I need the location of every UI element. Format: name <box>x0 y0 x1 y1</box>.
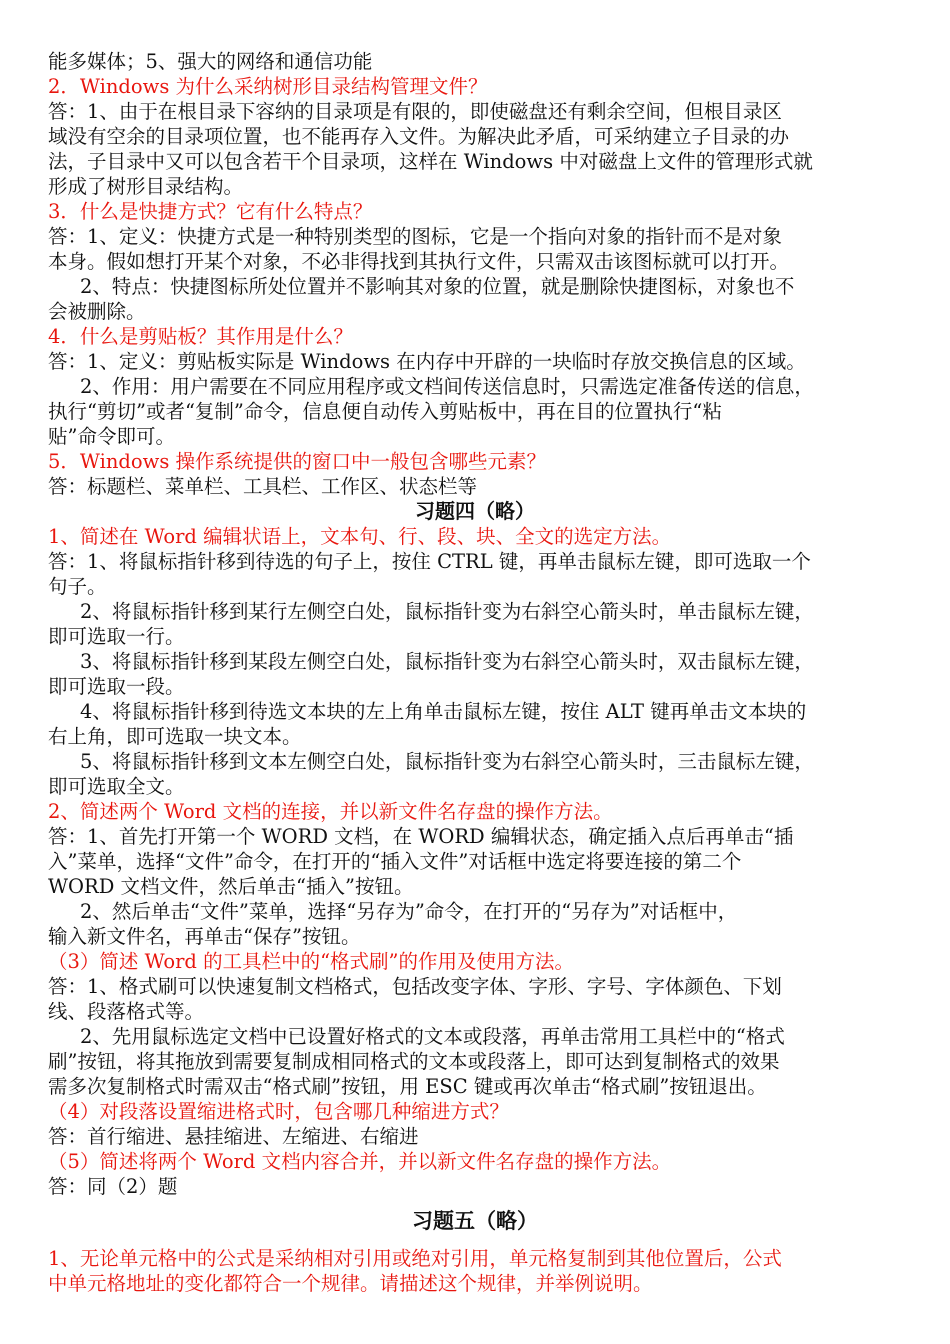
text-line: 刷”按钮，将其拖放到需要复制成相同格式的文本或段落上，即可达到复制格式的效果 <box>48 1050 780 1073</box>
text-line: 法，子目录中又可以包含若干个目录项，这样在 Windows 中对磁盘上文件的管理形式就 <box>48 150 813 173</box>
text-line: 句子。 <box>48 575 107 598</box>
text-line: 能多媒体；5、强大的网络和通信功能 <box>48 50 373 73</box>
section-title: 习题五（略） <box>412 1208 538 1233</box>
text-line: 执行“剪切”或者“复制”命令，信息便自动传入剪贴板中，再在目的位置执行“粘 <box>48 400 722 423</box>
text-line: 即可选取全文。 <box>48 775 185 798</box>
text-line: 入”菜单，选择“文件”命令，在打开的“插入文件”对话框中选定将要连接的第二个 <box>48 850 742 873</box>
question-heading: 2、简述两个 Word 文档的连接，并以新文件名存盘的操作方法。 <box>48 800 613 823</box>
question-heading: 1、无论单元格中的公式是采纳相对引用或绝对引用，单元格复制到其他位置后，公式 <box>48 1247 782 1270</box>
text-line: 域没有空余的目录项位置，也不能再存入文件。为解决此矛盾，可采纳建立子目录的办 <box>48 125 790 148</box>
question-heading: （5）简述将两个 Word 文档内容合并，并以新文件名存盘的操作方法。 <box>48 1150 672 1173</box>
answer-line: 答：1、首先打开第一个 WORD 文档，在 WORD 编辑状态，确定插入点后再单击“插 <box>48 825 794 848</box>
text-line: 右上角，即可选取一块文本。 <box>48 725 302 748</box>
text-line: 即可选取一段。 <box>48 675 185 698</box>
text-line: 2、先用鼠标选定文档中已设置好格式的文本或段落，再单击常用工具栏中的“格式 <box>80 1025 785 1048</box>
question-heading: （4）对段落设置缩进格式时，包含哪几种缩进方式？ <box>48 1100 509 1123</box>
text-line: 2、将鼠标指针移到某行左侧空白处，鼠标指针变为右斜空心箭头时，单击鼠标左键， <box>80 600 814 623</box>
text-line: 输入新文件名，再单击“保存”按钮。 <box>48 925 361 948</box>
question-heading: （3）简述 Word 的工具栏中的“格式刷”的作用及使用方法。 <box>48 950 575 973</box>
text-line: 需多次复制格式时需双击“格式刷”按钮，用 ESC 键或再次单击“格式刷”按钮退出。 <box>48 1075 767 1098</box>
text-line: 3、将鼠标指针移到某段左侧空白处，鼠标指针变为右斜空心箭头时，双击鼠标左键， <box>80 650 814 673</box>
text-line: 本身。假如想打开某个对象，不必非得找到其执行文件，只需双击该图标就可以打开。 <box>48 250 790 273</box>
answer-line: 答：1、将鼠标指针移到待选的句子上，按住 CTRL 键，再单击鼠标左键，即可选取一个 <box>48 550 811 573</box>
text-line: 即可选取一行。 <box>48 625 185 648</box>
answer-line: 答：首行缩进、悬挂缩进、左缩进、右缩进 <box>48 1125 419 1148</box>
text-line: 2、然后单击“文件”菜单，选择“另存为”命令，在打开的“另存为”对话框中， <box>80 900 738 923</box>
section-title: 习题四（略） <box>415 499 535 523</box>
text-line: 形成了树形目录结构。 <box>48 175 244 198</box>
answer-line: 答：1、定义：剪贴板实际是 Windows 在内存中开辟的一块临时存放交换信息的区域。 <box>48 350 806 373</box>
question-heading: 4．什么是剪贴板？其作用是什么？ <box>48 325 353 348</box>
text-line: 贴”命令即可。 <box>48 425 175 448</box>
text-line: WORD 文档文件，然后单击“插入”按钮。 <box>48 875 414 898</box>
answer-line: 答：1、由于在根目录下容纳的目录项是有限的，即使磁盘还有剩余空间，但根目录区 <box>48 100 782 123</box>
text-line: 会被删除。 <box>48 300 146 323</box>
text-line: 2、特点：快捷图标所处位置并不影响其对象的位置，就是删除快捷图标，对象也不 <box>80 275 795 298</box>
text-line: 4、将鼠标指针移到待选文本块的左上角单击鼠标左键，按住 ALT 键再单击文本块的 <box>80 700 807 723</box>
answer-line: 答：同（2）题 <box>48 1175 178 1198</box>
question-heading: 1、简述在 Word 编辑状语上，文本句、行、段、块、全文的选定方法。 <box>48 525 672 548</box>
text-line: 线、段落格式等。 <box>48 1000 205 1023</box>
answer-line: 答：标题栏、菜单栏、工具栏、工作区、状态栏等 <box>48 475 478 498</box>
question-heading: 中单元格地址的变化都符合一个规律。请描述这个规律，并举例说明。 <box>48 1272 653 1295</box>
question-heading: 2．Windows 为什么采纳树形目录结构管理文件？ <box>48 75 488 98</box>
answer-line: 答：1、定义：快捷方式是一种特别类型的图标，它是一个指向对象的指针而不是对象 <box>48 225 782 248</box>
question-heading: 3．什么是快捷方式？它有什么特点？ <box>48 200 373 223</box>
answer-line: 答：1、格式刷可以快速复制文档格式，包括改变字体、字形、字号、字体颜色、下划 <box>48 975 782 998</box>
text-line: 2、作用：用户需要在不同应用程序或文档间传送信息时，只需选定准备传送的信息， <box>80 375 814 398</box>
question-heading: 5．Windows 操作系统提供的窗口中一般包含哪些元素？ <box>48 450 547 473</box>
text-line: 5、将鼠标指针移到文本左侧空白处，鼠标指针变为右斜空心箭头时，三击鼠标左键， <box>80 750 814 773</box>
